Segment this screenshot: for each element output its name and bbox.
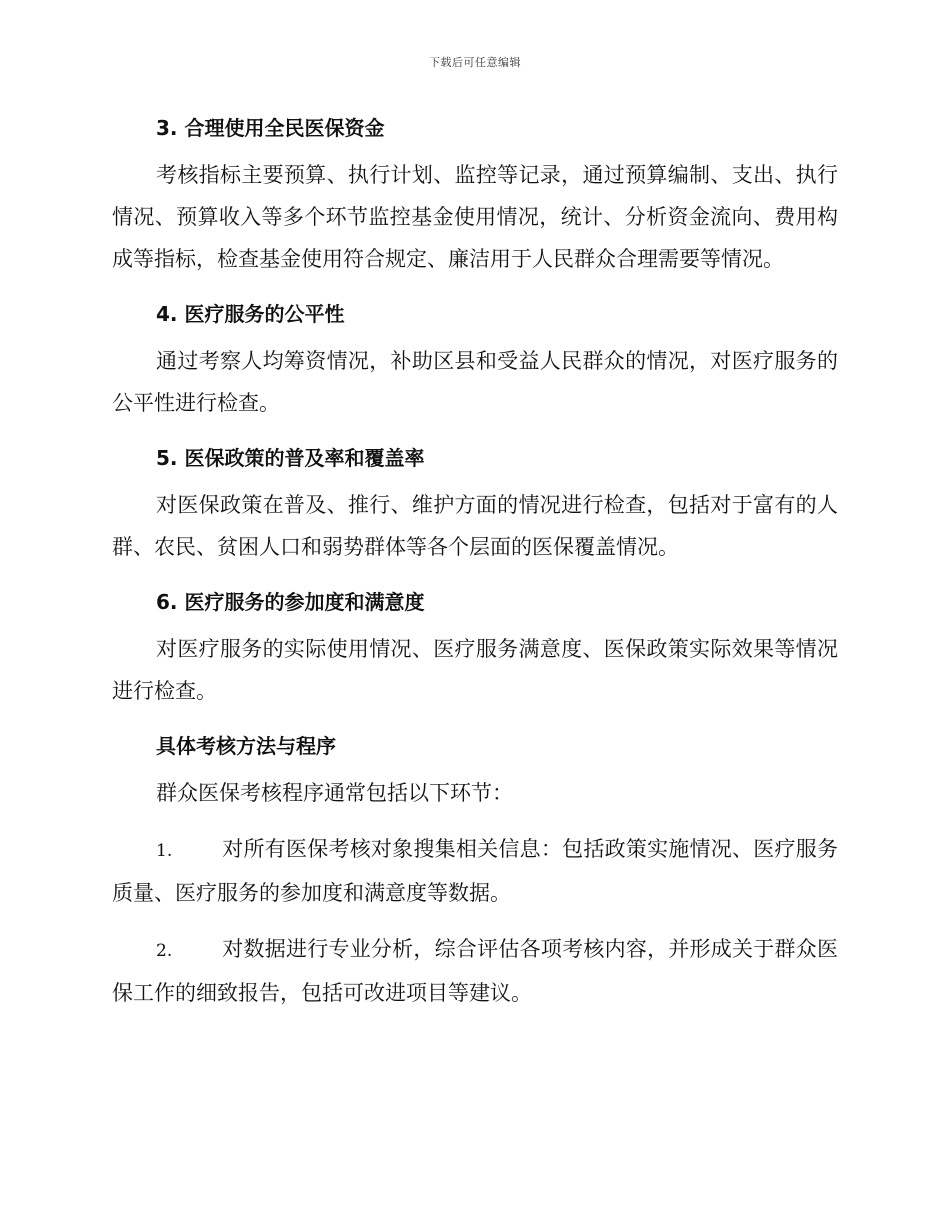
step-1-number: 1. (156, 841, 173, 861)
section-4-heading: 4. 医疗服务的公平性 (156, 302, 345, 326)
section-4-paragraph: 通过考察人均筹资情况，补助区县和受益人民群众的情况，对医疗服务的公平性进行检查。 (112, 349, 838, 415)
section-5-heading: 5. 医保政策的普及率和覆盖率 (156, 446, 425, 470)
step-2-number: 2. (156, 941, 173, 961)
section-6-paragraph: 对医疗服务的实际使用情况、医疗服务满意度、医保政策实际效果等情况进行检查。 (112, 637, 838, 703)
method-heading: 具体考核方法与程序 (156, 734, 336, 758)
step-2-text: 对数据进行专业分析，综合评估各项考核内容，并形成关于群众医保工作的细致报告，包括可改进项目等建议。 (112, 937, 838, 1005)
document-body (112, 108, 838, 1014)
section-6-heading: 6. 医疗服务的参加度和满意度 (156, 590, 425, 614)
page-header: 下载后可任意编辑 (429, 56, 521, 69)
step-2 (112, 928, 838, 1014)
step-1 (112, 828, 838, 914)
section-3-heading: 3. 合理使用全民医保资金 (156, 116, 385, 140)
method-intro: 群众医保考核程序通常包括以下环节： (156, 781, 513, 805)
section-5-paragraph: 对医保政策在普及、推行、维护方面的情况进行检查，包括对于富有的人群、农民、贫困人口和弱势群体等各个层面的医保覆盖情况。 (112, 493, 838, 559)
step-1-text: 对所有医保考核对象搜集相关信息：包括政策实施情况、医疗服务质量、医疗服务的参加度和满意度等数据。 (112, 837, 838, 905)
section-3-paragraph: 考核指标主要预算、执行计划、监控等记录，通过预算编制、支出、执行情况、预算收入等多个环节监控基金使用情况，统计、分析资金流向、费用构成等指标，检查基金使用符合规定、廉洁用于人民群众合理需要等情况。 (112, 163, 838, 271)
